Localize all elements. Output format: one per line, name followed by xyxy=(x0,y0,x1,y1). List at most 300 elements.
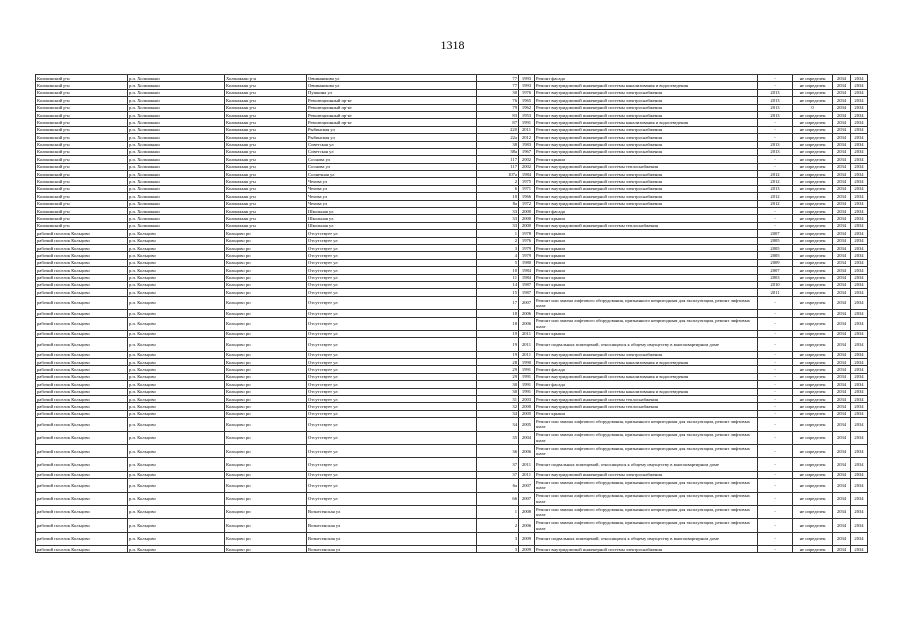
last-repair-year-cell: 2005 xyxy=(758,237,793,244)
plan-end-cell: 2034 xyxy=(851,82,868,89)
plan-start-cell: 2034 xyxy=(833,193,851,200)
locality-cell: Кольцово рп xyxy=(225,366,307,373)
plan-end-cell: 2034 xyxy=(851,519,868,532)
street-cell: Пушкина ул xyxy=(307,89,477,96)
municipality-cell: Кольчикский р-н xyxy=(36,163,128,170)
cost-cell: не определен xyxy=(793,317,833,330)
table-row xyxy=(36,252,868,259)
last-repair-year-cell: 2013 xyxy=(758,111,793,118)
last-repair-year-cell: - xyxy=(758,444,793,457)
table-row xyxy=(36,237,868,244)
table-row xyxy=(36,458,868,471)
locality-cell: Кольцово рп xyxy=(225,546,307,553)
municipality-cell: рабочий поселок Кольцово xyxy=(36,505,128,518)
municipality-cell: рабочий поселок Кольцово xyxy=(36,317,128,330)
municipality-cell: рабочий поселок Кольцово xyxy=(36,244,128,251)
settlement-cell: р.п. Хольчакыш xyxy=(128,185,225,192)
municipality-cell: Кольчикский р-н xyxy=(36,119,128,126)
last-repair-year-cell: 2010 xyxy=(758,281,793,288)
house-number-cell: 6а xyxy=(477,479,519,492)
municipality-cell: рабочий поселок Кольцово xyxy=(36,396,128,403)
cost-cell: не определен xyxy=(793,359,833,366)
municipality-cell: Кольчикский р-н xyxy=(36,171,128,178)
street-cell: Революционный пр-кт xyxy=(307,111,477,118)
street-cell: Овчинникова ул xyxy=(307,75,477,82)
build-year-cell: 2011 xyxy=(519,126,535,133)
municipality-cell: Кольчикский р-н xyxy=(36,89,128,96)
street-cell: Отсутствует ул xyxy=(307,396,477,403)
locality-cell: Кольцово рп xyxy=(225,431,307,444)
plan-end-cell: 2034 xyxy=(851,310,868,317)
work-type-cell: Ремонт внутридомовой инженерной системы электроснабжения xyxy=(535,193,758,200)
settlement-cell: р.п. Кольцово xyxy=(128,381,225,388)
cost-cell: не определен xyxy=(793,546,833,553)
street-cell: Революционный пр-кт xyxy=(307,97,477,104)
last-repair-year-cell: 2013 xyxy=(758,185,793,192)
plan-start-cell: 2034 xyxy=(833,178,851,185)
last-repair-year-cell: - xyxy=(758,388,793,395)
municipality-cell: рабочий поселок Кольцово xyxy=(36,274,128,281)
settlement-cell: р.п. Хольчакыш xyxy=(128,222,225,229)
house-number-cell: 18 xyxy=(477,317,519,330)
work-type-cell: Ремонт крыши xyxy=(535,289,758,296)
work-type-cell: Ремонт внутридомовой инженерной системы электроснабжения xyxy=(535,171,758,178)
street-cell: Чехова ул xyxy=(307,193,477,200)
build-year-cell: 2009 xyxy=(519,532,535,545)
table-row xyxy=(36,148,868,155)
settlement-cell: р.п. Кольцово xyxy=(128,252,225,259)
work-type-cell: Ремонт или замена лифтового оборудования, признанного непригодным для эксплуатации, ремонт лифтовых шахт xyxy=(535,505,758,518)
house-number-cell: 1 xyxy=(477,230,519,237)
locality-cell: Кольчакыш р-н xyxy=(225,126,307,133)
last-repair-year-cell: 2012 xyxy=(758,171,793,178)
locality-cell: Кольцово рп xyxy=(225,410,307,417)
locality-cell: Кольцово рп xyxy=(225,505,307,518)
municipality-cell: рабочий поселок Кольцово xyxy=(36,479,128,492)
plan-start-cell: 2034 xyxy=(833,505,851,518)
build-year-cell: 2005 xyxy=(519,418,535,431)
table-row xyxy=(36,418,868,431)
settlement-cell: р.п. Хольчакыш xyxy=(128,178,225,185)
cost-cell: не определен xyxy=(793,141,833,148)
settlement-cell: р.п. Кольцово xyxy=(128,296,225,309)
locality-cell: Кольчакыш р-н xyxy=(225,148,307,155)
work-type-cell: Ремонт внутридомовой инженерной системы электроснабжения xyxy=(535,126,758,133)
build-year-cell: 1984 xyxy=(519,267,535,274)
plan-end-cell: 2034 xyxy=(851,75,868,82)
municipality-cell: рабочий поселок Кольцово xyxy=(36,366,128,373)
plan-end-cell: 2034 xyxy=(851,200,868,207)
plan-start-cell: 2034 xyxy=(833,244,851,251)
house-number-cell: 1 xyxy=(477,505,519,518)
table-row xyxy=(36,215,868,222)
plan-end-cell: 2034 xyxy=(851,252,868,259)
last-repair-year-cell: - xyxy=(758,310,793,317)
locality-cell: Кольчакыш р-н xyxy=(225,200,307,207)
plan-end-cell: 2034 xyxy=(851,431,868,444)
table-row xyxy=(36,431,868,444)
cost-cell: не определен xyxy=(793,396,833,403)
table-row xyxy=(36,75,868,82)
plan-end-cell: 2034 xyxy=(851,215,868,222)
capital-repair-table xyxy=(35,74,868,553)
plan-start-cell: 2034 xyxy=(833,388,851,395)
settlement-cell: р.п. Кольцово xyxy=(128,458,225,471)
cost-cell: не определен xyxy=(793,296,833,309)
table-row xyxy=(36,134,868,141)
street-cell: Отсутствует ул xyxy=(307,479,477,492)
work-type-cell: Ремонт крыши xyxy=(535,259,758,266)
cost-cell: не определен xyxy=(793,222,833,229)
locality-cell: Кольцово рп xyxy=(225,396,307,403)
work-type-cell: Ремонт внутридомовой инженерной системы канализования и водоотведения xyxy=(535,373,758,380)
last-repair-year-cell: 2011 xyxy=(758,289,793,296)
work-type-cell: Ремонт подвальных помещений, относящихся к общему имуществу в многоквартирном доме xyxy=(535,532,758,545)
last-repair-year-cell: - xyxy=(758,317,793,330)
house-number-cell: 19 xyxy=(477,330,519,337)
table-row xyxy=(36,410,868,417)
plan-end-cell: 2034 xyxy=(851,119,868,126)
municipality-cell: Кольчикский р-н xyxy=(36,141,128,148)
locality-cell: Кольчакыш р-н xyxy=(225,82,307,89)
build-year-cell: 2009 xyxy=(519,546,535,553)
work-type-cell: Ремонт фасада xyxy=(535,366,758,373)
plan-end-cell: 2034 xyxy=(851,244,868,251)
build-year-cell: 1987 xyxy=(519,281,535,288)
municipality-cell: Кольчикский р-н xyxy=(36,111,128,118)
plan-end-cell: 2034 xyxy=(851,359,868,366)
house-number-cell: 29 xyxy=(477,366,519,373)
last-repair-year-cell: - xyxy=(758,338,793,351)
table-row xyxy=(36,185,868,192)
settlement-cell: р.п. Кольцово xyxy=(128,505,225,518)
cost-cell: не определен xyxy=(793,381,833,388)
plan-end-cell: 2034 xyxy=(851,274,868,281)
plan-end-cell: 2034 xyxy=(851,410,868,417)
work-type-cell: Ремонт внутридомовой инженерной системы электроснабжения xyxy=(535,471,758,478)
table-row xyxy=(36,111,868,118)
house-number-cell: 11 xyxy=(477,274,519,281)
last-repair-year-cell: - xyxy=(758,75,793,82)
municipality-cell: рабочий поселок Кольцово xyxy=(36,259,128,266)
work-type-cell: Ремонт внутридомовой инженерной системы электроснабжения xyxy=(535,200,758,207)
build-year-cell: 2011 xyxy=(519,330,535,337)
settlement-cell: р.п. Кольцово xyxy=(128,519,225,532)
build-year-cell: 1962 xyxy=(519,104,535,111)
settlement-cell: р.п. Кольцово xyxy=(128,289,225,296)
cost-cell: не определен xyxy=(793,163,833,170)
work-type-cell: Ремонт внутридомовой инженерной системы электроснабжения xyxy=(535,546,758,553)
work-type-cell: Ремонт внутридомовой инженерной системы электроснабжения xyxy=(535,148,758,155)
plan-end-cell: 2034 xyxy=(851,338,868,351)
locality-cell: Кольцово рп xyxy=(225,351,307,358)
plan-end-cell: 2034 xyxy=(851,126,868,133)
street-cell: Советская ул xyxy=(307,148,477,155)
work-type-cell: Ремонт внутридомовой инженерной системы электроснабжения xyxy=(535,185,758,192)
plan-end-cell: 2034 xyxy=(851,281,868,288)
plan-start-cell: 2034 xyxy=(833,82,851,89)
cost-cell: не определен xyxy=(793,289,833,296)
table-row xyxy=(36,156,868,163)
plan-start-cell: 2034 xyxy=(833,317,851,330)
cost-cell: не определен xyxy=(793,351,833,358)
table-row xyxy=(36,244,868,251)
municipality-cell: рабочий поселок Кольцово xyxy=(36,519,128,532)
municipality-cell: рабочий поселок Кольцово xyxy=(36,237,128,244)
house-number-cell: 35 xyxy=(477,431,519,444)
municipality-cell: рабочий поселок Кольцово xyxy=(36,310,128,317)
build-year-cell: 2011 xyxy=(519,351,535,358)
work-type-cell: Ремонт крыши xyxy=(535,237,758,244)
settlement-cell: р.п. Хольчакыш xyxy=(128,104,225,111)
locality-cell: Кольцово рп xyxy=(225,444,307,457)
cost-cell: не определен xyxy=(793,208,833,215)
house-number-cell: 33 xyxy=(477,215,519,222)
plan-start-cell: 2034 xyxy=(833,126,851,133)
street-cell: Отсутствует ул xyxy=(307,403,477,410)
street-cell: Революционный пр-кт xyxy=(307,104,477,111)
last-repair-year-cell: 2013 xyxy=(758,104,793,111)
house-number-cell: 14 xyxy=(477,281,519,288)
plan-end-cell: 2034 xyxy=(851,479,868,492)
street-cell: Советская ул xyxy=(307,141,477,148)
house-number-cell: 3 xyxy=(477,532,519,545)
locality-cell: Кольчакыш р-н xyxy=(225,215,307,222)
work-type-cell: Ремонт крыши xyxy=(535,156,758,163)
last-repair-year-cell: 2005 xyxy=(758,244,793,251)
cost-cell: не определен xyxy=(793,230,833,237)
settlement-cell: р.п. Хольчакыш xyxy=(128,89,225,96)
locality-cell: Кольцово рп xyxy=(225,492,307,505)
municipality-cell: Кольчикский р-н xyxy=(36,208,128,215)
build-year-cell: 1991 xyxy=(519,388,535,395)
locality-cell: Кольчакыш р-н xyxy=(225,119,307,126)
street-cell: Отсутствует ул xyxy=(307,274,477,281)
settlement-cell: р.п. Хольчакыш xyxy=(128,171,225,178)
table-row xyxy=(36,163,868,170)
last-repair-year-cell: 2013 xyxy=(758,141,793,148)
settlement-cell: р.п. Хольчакыш xyxy=(128,126,225,133)
work-type-cell: Ремонт внутридомовой инженерной системы канализования и водоотведения xyxy=(535,359,758,366)
table-row xyxy=(36,104,868,111)
settlement-cell: р.п. Хольчакыш xyxy=(128,163,225,170)
build-year-cell: 1991 xyxy=(519,366,535,373)
settlement-cell: р.п. Хольчакыш xyxy=(128,111,225,118)
municipality-cell: рабочий поселок Кольцово xyxy=(36,546,128,553)
table-row xyxy=(36,274,868,281)
cost-cell: не определен xyxy=(793,471,833,478)
build-year-cell: 2000 xyxy=(519,208,535,215)
plan-start-cell: 2034 xyxy=(833,281,851,288)
work-type-cell: Ремонт внутридомовой инженерной системы канализования и водоотведения xyxy=(535,388,758,395)
locality-cell: Кольцово рп xyxy=(225,330,307,337)
plan-end-cell: 2034 xyxy=(851,492,868,505)
plan-start-cell: 2034 xyxy=(833,519,851,532)
plan-end-cell: 2034 xyxy=(851,171,868,178)
plan-start-cell: 2034 xyxy=(833,330,851,337)
plan-end-cell: 2034 xyxy=(851,178,868,185)
plan-end-cell: 2034 xyxy=(851,458,868,471)
locality-cell: Кольчакыш р-н xyxy=(225,185,307,192)
plan-end-cell: 2034 xyxy=(851,156,868,163)
locality-cell: Кольцово рп xyxy=(225,317,307,330)
last-repair-year-cell: - xyxy=(758,296,793,309)
house-number-cell: 3 xyxy=(477,546,519,553)
build-year-cell: 2004 xyxy=(519,431,535,444)
plan-end-cell: 2034 xyxy=(851,381,868,388)
municipality-cell: рабочий поселок Кольцово xyxy=(36,458,128,471)
house-number-cell: 37 xyxy=(477,458,519,471)
plan-start-cell: 2034 xyxy=(833,381,851,388)
settlement-cell: р.п. Хольчакыш xyxy=(128,208,225,215)
build-year-cell: 2002 xyxy=(519,163,535,170)
build-year-cell: 1971 xyxy=(519,185,535,192)
plan-end-cell: 2034 xyxy=(851,222,868,229)
house-number-cell: 30 xyxy=(477,388,519,395)
settlement-cell: р.п. Хольчакыш xyxy=(128,134,225,141)
cost-cell: не определен xyxy=(793,403,833,410)
locality-cell: Кольцово рп xyxy=(225,479,307,492)
cost-cell: не определен xyxy=(793,193,833,200)
municipality-cell: Кольчикский р-н xyxy=(36,97,128,104)
locality-cell: Кольцово рп xyxy=(225,471,307,478)
municipality-cell: рабочий поселок Кольцово xyxy=(36,289,128,296)
build-year-cell: 1984 xyxy=(519,274,535,281)
house-number-cell: 38 xyxy=(477,141,519,148)
build-year-cell: 2007 xyxy=(519,296,535,309)
plan-start-cell: 2034 xyxy=(833,111,851,118)
settlement-cell: р.п. Хольчакыш xyxy=(128,148,225,155)
house-number-cell: 5 xyxy=(477,259,519,266)
table-row xyxy=(36,289,868,296)
plan-end-cell: 2034 xyxy=(851,185,868,192)
locality-cell: Кольчакыш р-н xyxy=(225,89,307,96)
plan-start-cell: 2034 xyxy=(833,338,851,351)
locality-cell: Кольцово рп xyxy=(225,274,307,281)
locality-cell: Хольчакыш р-н xyxy=(225,75,307,82)
work-type-cell: Ремонт или замена лифтового оборудования, признанного непригодным для эксплуатации, ремонт лифтовых шахт xyxy=(535,296,758,309)
settlement-cell: р.п. Кольцово xyxy=(128,410,225,417)
last-repair-year-cell: 2013 xyxy=(758,148,793,155)
house-number-cell: 38а xyxy=(477,148,519,155)
last-repair-year-cell: - xyxy=(758,366,793,373)
municipality-cell: Кольчикский р-н xyxy=(36,126,128,133)
plan-start-cell: 2034 xyxy=(833,215,851,222)
last-repair-year-cell: 2012 xyxy=(758,178,793,185)
street-cell: Отсутствует ул xyxy=(307,317,477,330)
house-number-cell: 117 xyxy=(477,163,519,170)
municipality-cell: Кольчикский р-н xyxy=(36,148,128,155)
locality-cell: Кольцово рп xyxy=(225,296,307,309)
settlement-cell: р.п. Кольцово xyxy=(128,274,225,281)
plan-end-cell: 2034 xyxy=(851,373,868,380)
table-row xyxy=(36,222,868,229)
house-number-cell: 77 xyxy=(477,75,519,82)
table-row xyxy=(36,171,868,178)
plan-end-cell: 2034 xyxy=(851,267,868,274)
plan-start-cell: 2034 xyxy=(833,458,851,471)
cost-cell: не определен xyxy=(793,373,833,380)
table-row xyxy=(36,178,868,185)
plan-start-cell: 2034 xyxy=(833,171,851,178)
settlement-cell: р.п. Хольчакыш xyxy=(128,193,225,200)
last-repair-year-cell: - xyxy=(758,215,793,222)
street-cell: Вознесенская ул xyxy=(307,546,477,553)
settlement-cell: р.п. Кольцово xyxy=(128,479,225,492)
municipality-cell: рабочий поселок Кольцово xyxy=(36,418,128,431)
build-year-cell: 2006 xyxy=(519,317,535,330)
build-year-cell: 1975 xyxy=(519,178,535,185)
settlement-cell: р.п. Кольцово xyxy=(128,338,225,351)
street-cell: Отсутствует ул xyxy=(307,366,477,373)
work-type-cell: Ремонт или замена лифтового оборудования, признанного непригодным для эксплуатации, ремонт лифтовых шахт xyxy=(535,444,758,457)
cost-cell: не определен xyxy=(793,388,833,395)
plan-end-cell: 2034 xyxy=(851,289,868,296)
table-row xyxy=(36,296,868,309)
table-row xyxy=(36,259,868,266)
plan-end-cell: 2034 xyxy=(851,418,868,431)
plan-start-cell: 2034 xyxy=(833,104,851,111)
last-repair-year-cell: 2012 xyxy=(758,193,793,200)
settlement-cell: р.п. Хольчакыш xyxy=(128,200,225,207)
locality-cell: Кольцово рп xyxy=(225,281,307,288)
plan-start-cell: 2034 xyxy=(833,431,851,444)
cost-cell: не определен xyxy=(793,505,833,518)
municipality-cell: рабочий поселок Кольцово xyxy=(36,230,128,237)
plan-start-cell: 2034 xyxy=(833,296,851,309)
cost-cell: не определен xyxy=(793,148,833,155)
cost-cell: не определен xyxy=(793,330,833,337)
last-repair-year-cell: - xyxy=(758,505,793,518)
plan-start-cell: 2034 xyxy=(833,259,851,266)
last-repair-year-cell: - xyxy=(758,330,793,337)
municipality-cell: Кольчикский р-н xyxy=(36,185,128,192)
last-repair-year-cell: - xyxy=(758,222,793,229)
work-type-cell: Ремонт или замена лифтового оборудования, признанного непригодным для эксплуатации, ремонт лифтовых шахт xyxy=(535,431,758,444)
house-number-cell: 220 xyxy=(477,126,519,133)
plan-end-cell: 2034 xyxy=(851,505,868,518)
work-type-cell: Ремонт крыши xyxy=(535,274,758,281)
cost-cell: не определен xyxy=(793,444,833,457)
house-number-cell: 76 xyxy=(477,97,519,104)
plan-start-cell: 2034 xyxy=(833,267,851,274)
settlement-cell: р.п. Кольцово xyxy=(128,330,225,337)
street-cell: Отсутствует ул xyxy=(307,351,477,358)
locality-cell: Кольчакыш р-н xyxy=(225,178,307,185)
cost-cell: не определен xyxy=(793,532,833,545)
locality-cell: Кольчакыш р-н xyxy=(225,104,307,111)
settlement-cell: р.п. Хольчакыш xyxy=(128,82,225,89)
municipality-cell: рабочий поселок Кольцово xyxy=(36,431,128,444)
settlement-cell: р.п. Кольцово xyxy=(128,267,225,274)
last-repair-year-cell: - xyxy=(758,373,793,380)
locality-cell: Кольчакыш р-н xyxy=(225,208,307,215)
work-type-cell: Ремонт крыши xyxy=(535,230,758,237)
settlement-cell: р.п. Кольцово xyxy=(128,281,225,288)
municipality-cell: рабочий поселок Кольцово xyxy=(36,296,128,309)
build-year-cell: 1976 xyxy=(519,89,535,96)
table-row xyxy=(36,359,868,366)
last-repair-year-cell: - xyxy=(758,532,793,545)
street-cell: Школьная ул xyxy=(307,215,477,222)
house-number-cell: 10 xyxy=(477,267,519,274)
last-repair-year-cell: - xyxy=(758,156,793,163)
table-row xyxy=(36,267,868,274)
street-cell: Отсутствует ул xyxy=(307,388,477,395)
work-type-cell: Ремонт внутридомовой инженерной системы канализования и водоотведения xyxy=(535,82,758,89)
work-type-cell: Ремонт крыши xyxy=(535,267,758,274)
municipality-cell: рабочий поселок Кольцово xyxy=(36,388,128,395)
